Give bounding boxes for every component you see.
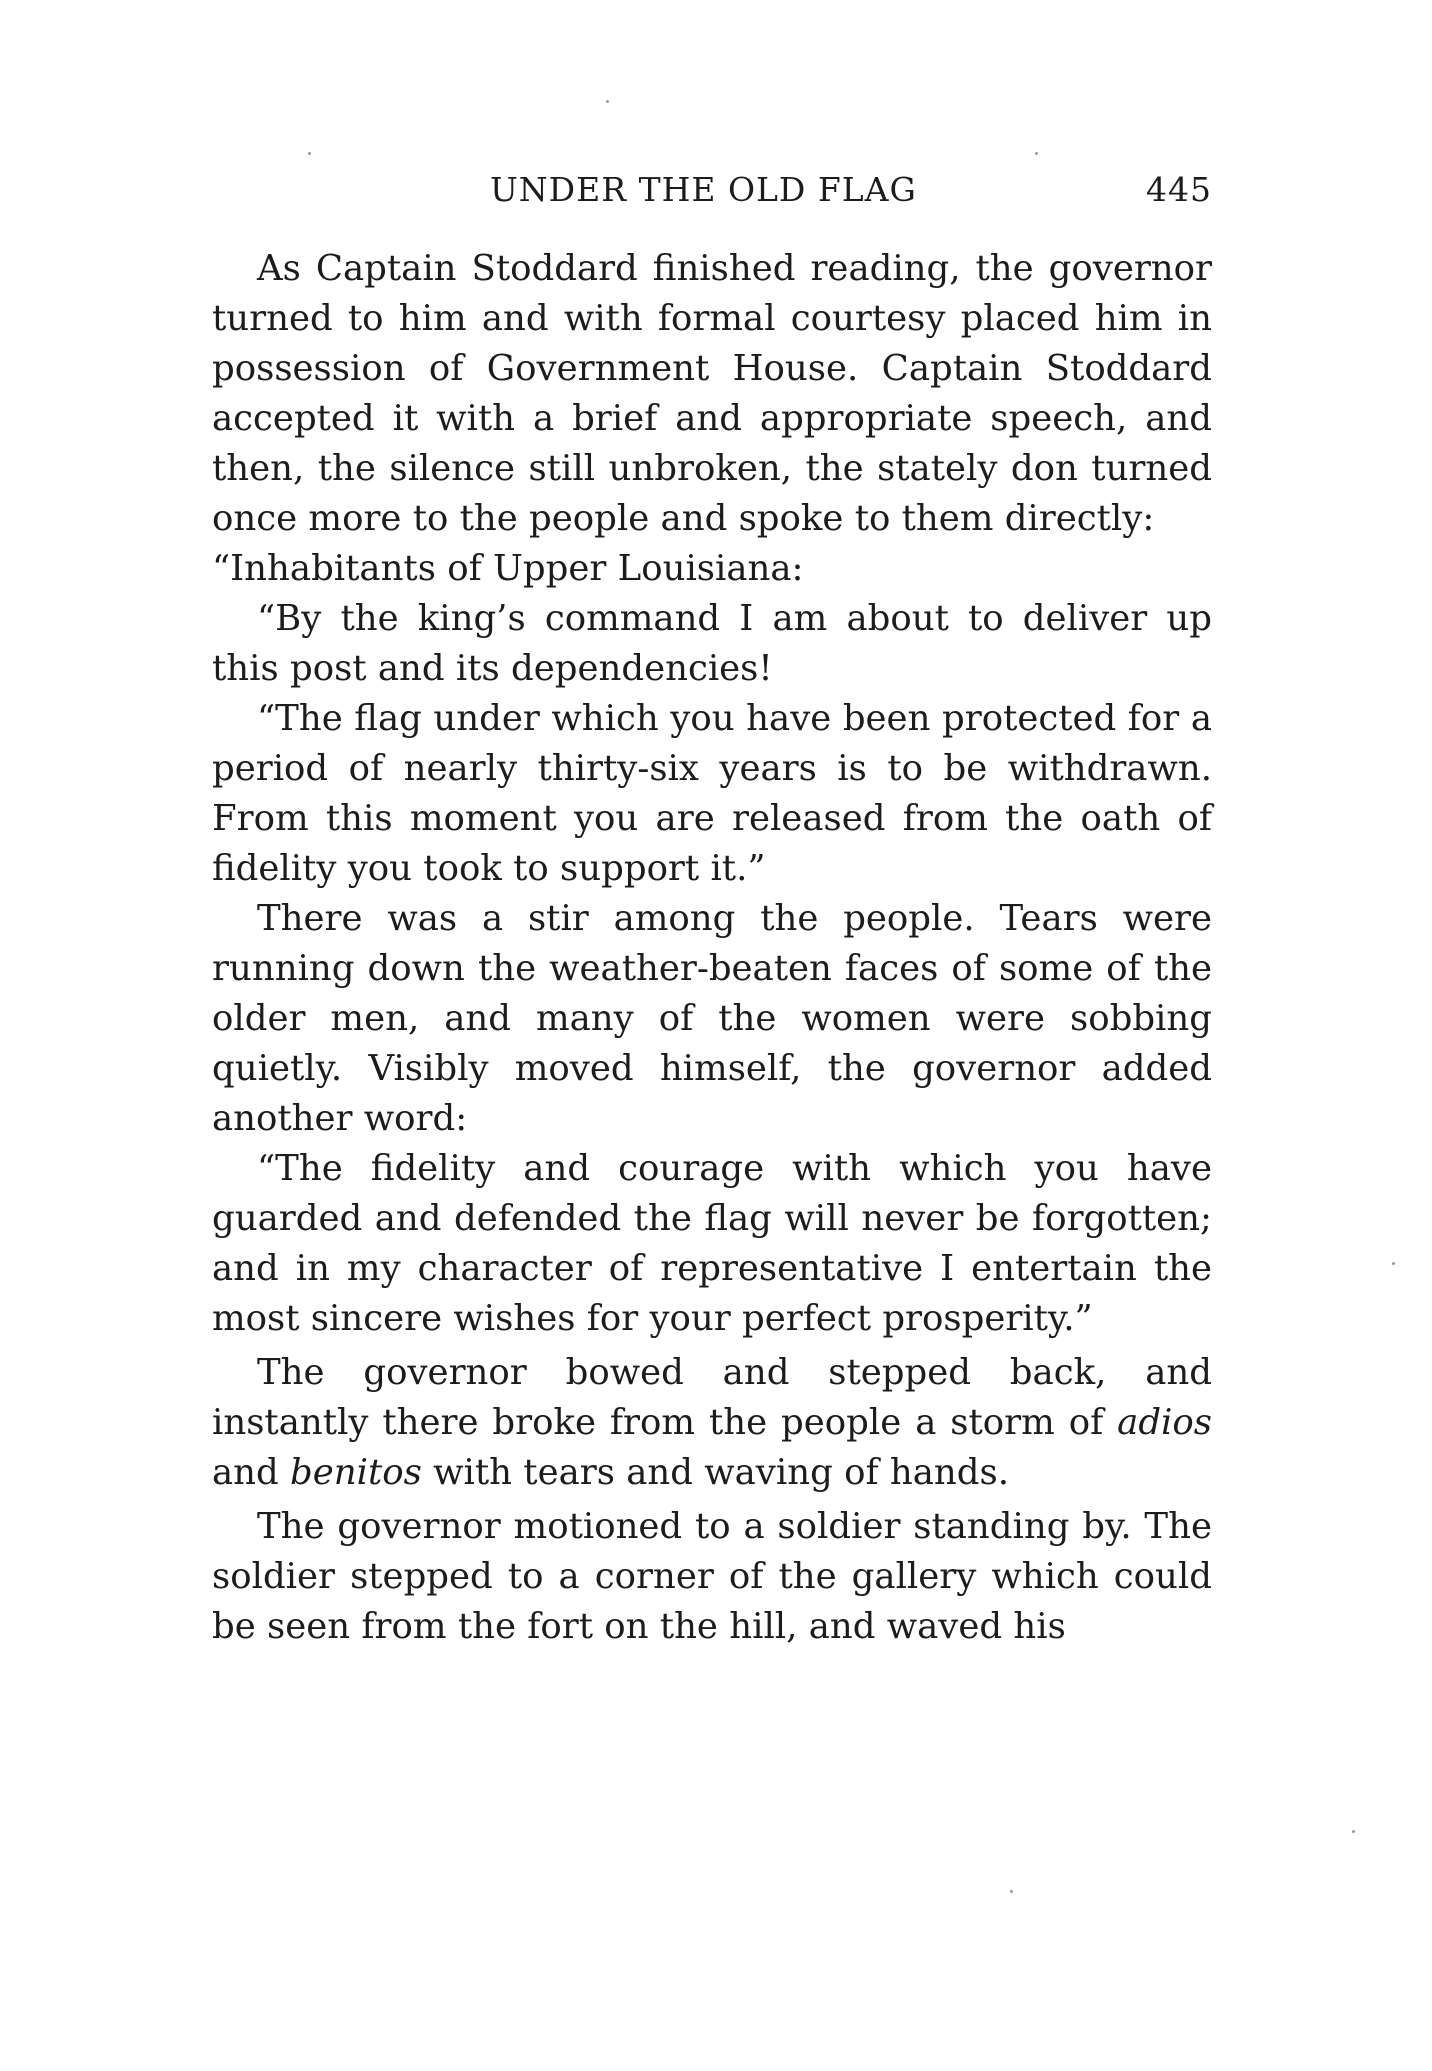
paper-speck [1035,152,1038,155]
text-run: with tears and waving of hands. [421,1452,1009,1493]
running-title: UNDER THE OLD FLAG [490,170,917,209]
paragraph: “By the king’s command I am about to deliver up this post and its dependencies! [212,598,1212,689]
paragraph: “The fidelity and courage with which you have guarded and defended the flag will never be forgotten; and in my character of representative I entertain the most sincere wishes for your perfect prosperity.” [212,1148,1212,1339]
paper-speck [1392,1262,1395,1265]
paragraph: The governor motioned to a soldier standing by. The soldier stepped to a corner of the gallery which could be seen from the fort on the hill, and waved his [212,1506,1212,1647]
paragraph: There was a stir among the people. Tears were running down the weather-beaten faces of some of the older men, and many of the women were sobbing quietly. Visibly moved himself, the governor added another word: [212,898,1212,1139]
text-run: and [212,1452,291,1493]
paragraph [212,1348,1212,1498]
text-run: The governor bowed and stepped back, and instantly there broke from the people a storm of [212,1352,1212,1443]
italic-word: benitos [290,1452,422,1493]
body-text [212,244,1212,1652]
italic-word: adios [1117,1402,1212,1443]
paper-speck [606,100,609,103]
paragraph: As Captain Stoddard finished reading, the governor turned to him and with formal courtesy placed him in possession of Government House. Captain Stoddard accepted it with a brief and appropriate speech, and then, the silence still unbroken, the stately don turned once more to the people and spoke to them directly: [212,248,1212,539]
paragraph: “Inhabitants of Upper Louisiana: [212,548,804,589]
paragraph: “The flag under which you have been protected for a period of nearly thirty-six years is to be withdrawn. From this moment you are released from the oath of fidelity you took to support it.” [212,698,1212,889]
paper-speck [308,152,311,155]
running-head [212,170,1212,220]
paper-speck [1352,1830,1355,1833]
paper-speck [1010,1890,1013,1893]
page-number: 445 [1146,170,1212,209]
